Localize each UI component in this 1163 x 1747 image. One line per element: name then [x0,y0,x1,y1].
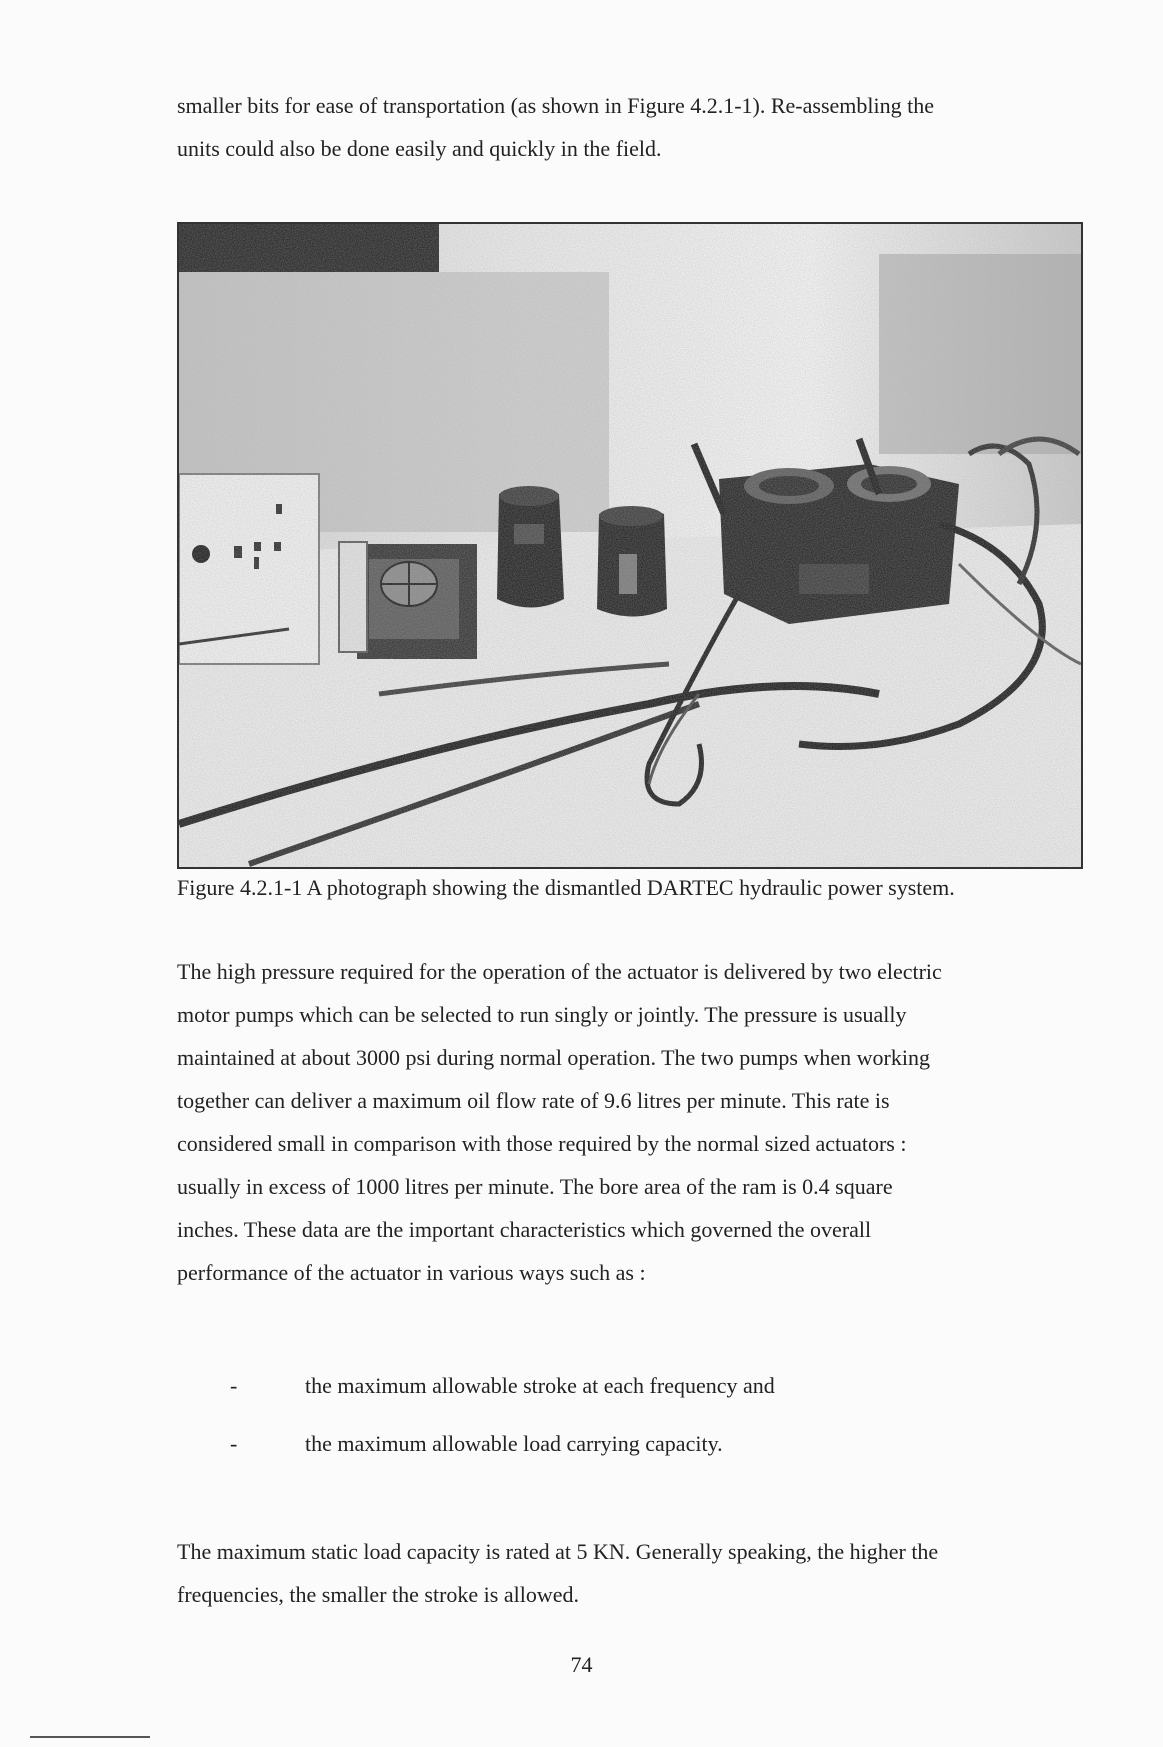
paragraph-line: The maximum static load capacity is rated at 5 KN. Generally speaking, the higher the [177,1539,939,1564]
paragraph-line: motor pumps which can be selected to run singly or jointly. The pressure is usually [177,1002,907,1027]
bottom-rule [30,1736,150,1738]
paragraph-line: smaller bits for ease of transportation (as shown in Figure 4.2.1-1). Re-assembling the [177,93,935,118]
paragraph-load-capacity [177,1530,1083,1616]
figure-photograph [177,222,1083,869]
paragraph-line: considered small in comparison with those required by the normal sized actuators : [177,1131,907,1156]
page-number: 74 [570,1652,593,1677]
list-marker: - [230,1373,238,1398]
paragraph-line: together can deliver a maximum oil flow rate of 9.6 litres per minute. This rate is [177,1088,890,1113]
paragraph-line: frequencies, the smaller the stroke is allowed. [177,1582,579,1607]
paragraph-line: The high pressure required for the operation of the actuator is delivered by two electric [177,959,942,984]
figure-caption: Figure 4.2.1-1 A photograph showing the dismantled DARTEC hydraulic power system. [177,875,955,900]
paragraph-line: units could also be done easily and quickly in the field. [177,136,662,161]
list-item-text: the maximum allowable stroke at each frequency and [305,1373,775,1398]
paragraph-line: performance of the actuator in various ways such as : [177,1260,646,1285]
paragraph-pressure [177,950,1083,1294]
list-item-text: the maximum allowable load carrying capacity. [305,1431,723,1456]
paragraph-line: usually in excess of 1000 litres per minute. The bore area of the ram is 0.4 square [177,1174,893,1199]
paragraph-transport [177,84,1083,170]
paragraph-line: inches. These data are the important characteristics which governed the overall [177,1217,872,1242]
hydraulic-system-photo [179,224,1081,867]
list-marker: - [230,1431,238,1456]
paragraph-line: maintained at about 3000 psi during normal operation. The two pumps when working [177,1045,930,1070]
